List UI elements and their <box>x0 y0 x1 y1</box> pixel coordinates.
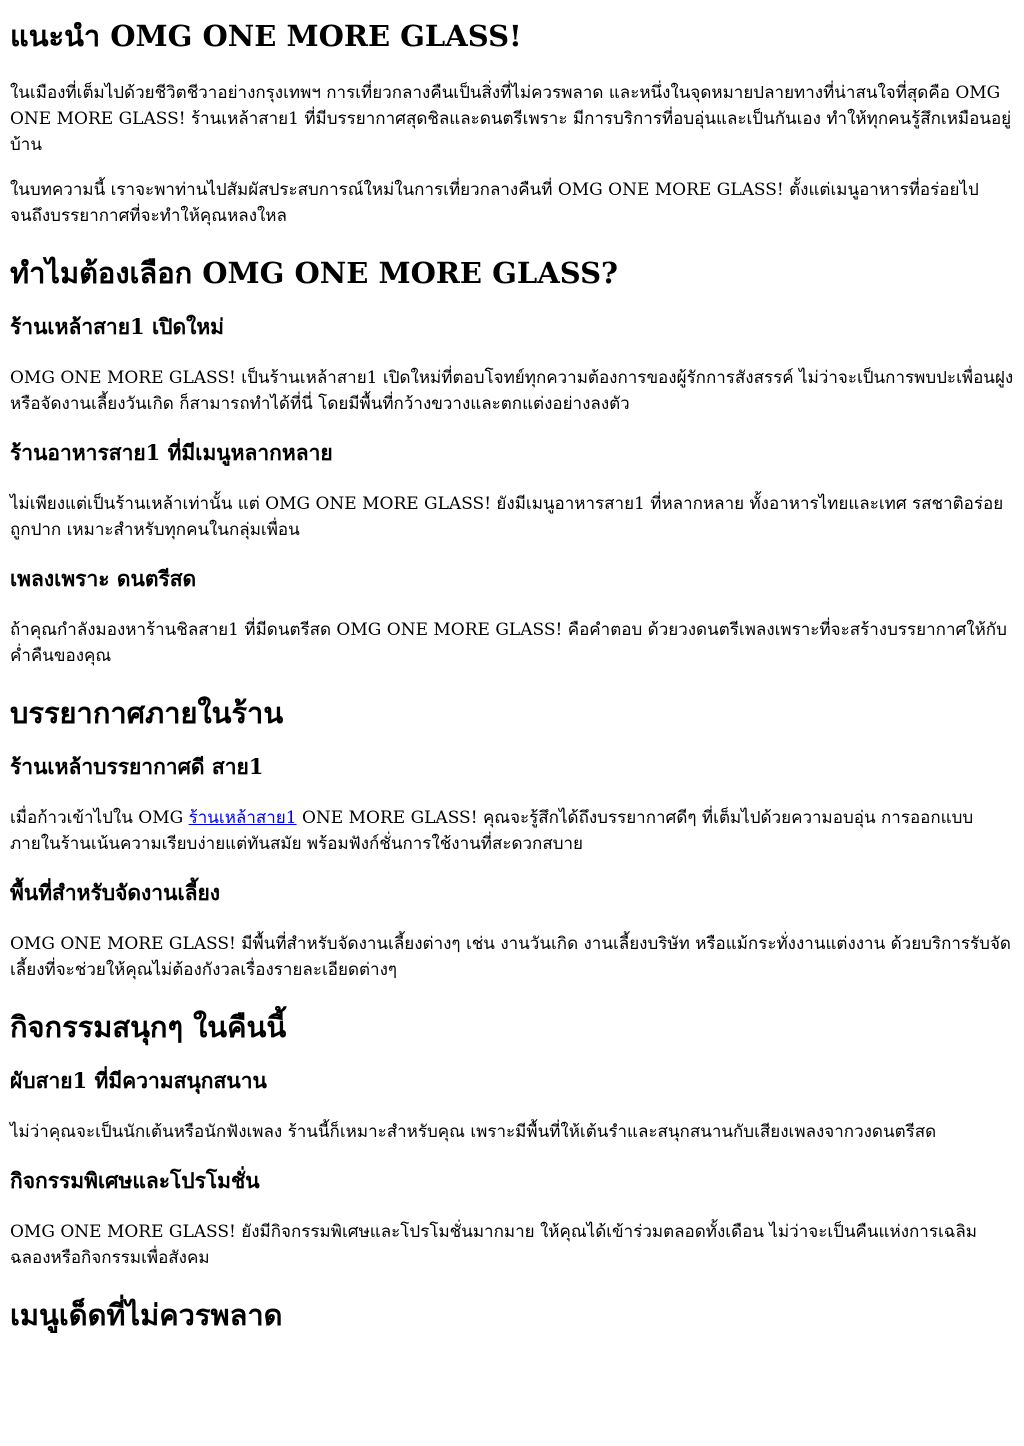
why-sub3-heading: เพลงเพราะ ดนตรีสด <box>10 566 197 591</box>
why-sub2-text: ไม่เพียงแต่เป็นร้านเหล้าเท่านั้น แต่ OMG ONE MORE GLASS! ยังมีเมนูอาหารสาย1 ที่หลากหลาย ทั้งอาหารไทยและเทศ รสชาติอร่อยถูกปาก เหมาะสำหรับทุกคนในกลุ่มเพื่อน <box>10 494 1004 540</box>
activities-sub2-heading: กิจกรรมพิเศษและโปรโมชั่น <box>10 1168 260 1193</box>
atmosphere-sub1-text-before: เมื่อก้าวเข้าไปใน OMG <box>10 808 189 828</box>
intro-paragraph-2: ในบทความนี้ เราจะพาท่านไปสัมผัสประสบการณ์ใหม่ในการเที่ยวกลางคืนที่ OMG ONE MORE GLASS! ตั้งแต่เมนูอาหารที่อร่อยไปจนถึงบรรยากาศที่จะทำให้คุณหลงใหล <box>10 180 979 226</box>
why-sub1-heading: ร้านเหล้าสาย1 เปิดใหม่ <box>10 314 225 339</box>
atmosphere-sub1-text-after: ONE MORE GLASS! คุณจะรู้สึกได้ถึงบรรยากาศดีๆ ที่เต็มไปด้วยความอบอุ่น การออกแบบภายในร้านเน้นความเรียบง่ายแต่ทันสมัย พร้อมฟังก์ชั่นการใช้งานที่สะดวกสบาย <box>10 808 974 854</box>
why-sub2-heading: ร้านอาหารสาย1 ที่มีเมนูหลากหลาย <box>10 440 333 465</box>
why-sub3-text: ถ้าคุณกำลังมองหาร้านชิลสาย1 ที่มีดนตรีสด OMG ONE MORE GLASS! คือคำตอบ ด้วยวงดนตรีเพลงเพราะที่จะสร้างบรรยากาศให้กับค่ำคืนของคุณ <box>10 620 1007 666</box>
section-why-heading: ทำไมต้องเลือก OMG ONE MORE GLASS? <box>10 256 619 290</box>
activities-sub1-text: ไม่ว่าคุณจะเป็นนักเต้นหรือนักฟังเพลง ร้านนี้ก็เหมาะสำหรับคุณ เพราะมีพื้นที่ให้เต้นรำและสนุกสนานกับเสียงเพลงจากวงดนตรีสด <box>10 1122 937 1142</box>
atmosphere-sub1-text <box>10 805 1014 857</box>
page-title: แนะนำ OMG ONE MORE GLASS! <box>10 19 522 53</box>
atmosphere-sub2-text: OMG ONE MORE GLASS! มีพื้นที่สำหรับจัดงานเลี้ยงต่างๆ เช่น งานวันเกิด งานเลี้ยงบริษัท หรือแม้กระทั่งงานแต่งงาน ด้วยบริการรับจัดเลี้ยงที่จะช่วยให้คุณไม่ต้องกังวลเรื่องรายละเอียดต่างๆ <box>10 934 1011 980</box>
why-sub1-text: OMG ONE MORE GLASS! เป็นร้านเหล้าสาย1 เปิดใหม่ที่ตอบโจทย์ทุกความต้องการของผู้รักการสังสรรค์ ไม่ว่าจะเป็นการพบปะเพื่อนฝูงหรือจัดงานเลี้ยงวันเกิด ก็สามารถทำได้ที่นี่ โดยมีพื้นที่กว้างขวางและตกแต่งอย่างลงตัว <box>10 368 1014 414</box>
intro-paragraph-1: ในเมืองที่เต็มไปด้วยชีวิตชีวาอย่างกรุงเทพฯ การเที่ยวกลางคืนเป็นสิ่งที่ไม่ควรพลาด และหนึ่งในจุดหมายปลายทางที่น่าสนใจที่สุดคือ OMG ONE MORE GLASS! ร้านเหล้าสาย1 ที่มีบรรยากาศสุดชิลและดนตรีเพราะ มีการบริการที่อบอุ่นและเป็นกันเอง ทำให้ทุกคนรู้สึกเหมือนอยู่บ้าน <box>10 83 1012 155</box>
section-menu-heading: เมนูเด็ดที่ไม่ควรพลาด <box>10 1298 283 1332</box>
activities-sub2-text: OMG ONE MORE GLASS! ยังมีกิจกรรมพิเศษและโปรโมชั่นมากมาย ให้คุณได้เข้าร่วมตลอดทั้งเดือน ไม่ว่าจะเป็นคืนแห่งการเฉลิมฉลองหรือกิจกรรมเพื่อสังคม <box>10 1222 977 1268</box>
section-activities-heading: กิจกรรมสนุกๆ ในคืนนี้ <box>10 1010 287 1044</box>
section-atmosphere-heading: บรรยากาศภายในร้าน <box>10 696 284 730</box>
activities-sub1-heading: ผับสาย1 ที่มีความสนุกสนาน <box>10 1068 267 1093</box>
bar-sai1-link[interactable]: ร้านเหล้าสาย1 <box>188 808 297 828</box>
atmosphere-sub2-heading: พื้นที่สำหรับจัดงานเลี้ยง <box>10 880 221 905</box>
atmosphere-sub1-heading: ร้านเหล้าบรรยากาศดี สาย1 <box>10 754 264 779</box>
